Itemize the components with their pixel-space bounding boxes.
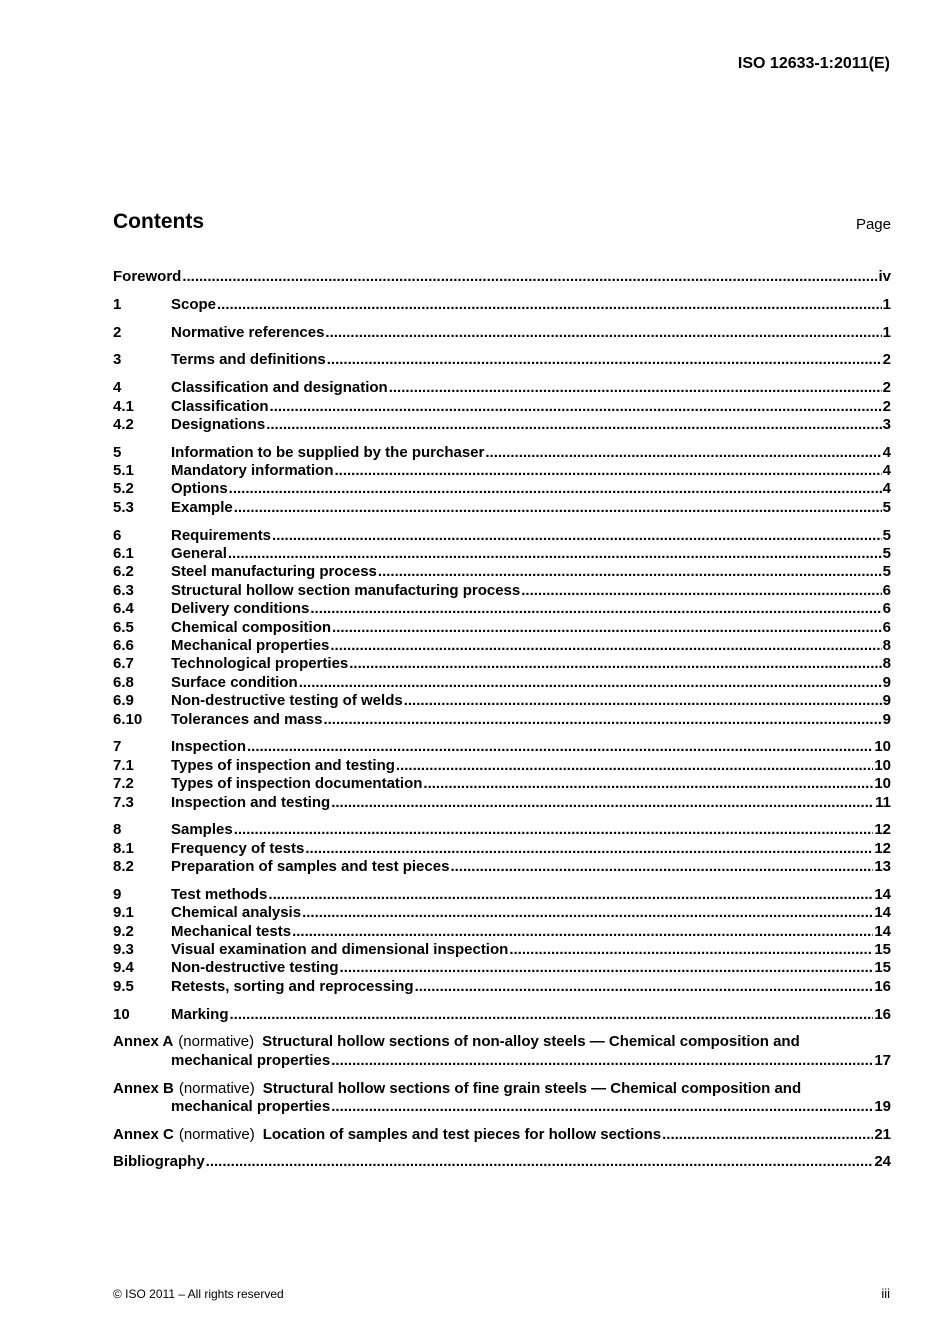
toc-page: 6 (882, 600, 891, 618)
toc-number: 8 (113, 821, 122, 839)
toc-title: Chemical analysis (171, 904, 302, 922)
toc-number: 7.2 (113, 775, 134, 793)
toc-page: 2 (882, 397, 891, 415)
toc-entry[interactable] (113, 941, 891, 959)
toc-title: Requirements (171, 526, 272, 544)
leader-dots (423, 775, 873, 793)
toc-number: 5 (113, 443, 122, 461)
toc-number: 6.7 (113, 655, 134, 673)
toc-page: 9 (882, 673, 891, 691)
toc-entry[interactable] (113, 444, 891, 462)
toc-page: 10 (874, 738, 891, 756)
contents-title: Contents (113, 210, 204, 233)
toc-number: 6.1 (113, 545, 134, 563)
toc-title: Classification and designation (171, 379, 388, 397)
toc-title: Classification (171, 397, 269, 415)
leader-dots (389, 379, 882, 397)
leader-dots (331, 794, 874, 812)
toc-title: Normative references (171, 323, 325, 341)
toc-title: Surface condition (171, 673, 298, 691)
toc-entry[interactable] (113, 480, 891, 498)
toc-entry[interactable] (113, 858, 891, 876)
leader-dots (268, 886, 873, 904)
toc-page: 8 (882, 655, 891, 673)
toc-number: 6 (113, 526, 122, 544)
toc-title: Types of inspection documentation (171, 775, 423, 793)
leader-dots (270, 398, 882, 416)
toc-number: 5.2 (113, 480, 134, 498)
toc-page: 14 (874, 885, 891, 903)
toc-page: 5 (882, 498, 891, 516)
document-id: ISO 12633-1:2011(E) (737, 55, 890, 72)
leader-dots (335, 462, 882, 480)
page-column-label: Page (855, 216, 891, 233)
toc-page: 15 (874, 959, 891, 977)
toc-entry[interactable] (113, 821, 891, 839)
leader-dots (182, 268, 877, 286)
toc-title: Foreword (113, 268, 182, 285)
toc-page: 15 (874, 941, 891, 959)
toc-entry[interactable] (113, 416, 891, 434)
annex-label: Annex A (113, 1033, 174, 1051)
leader-dots (272, 527, 882, 545)
toc-number: 10 (113, 1005, 130, 1023)
annex-label: Annex C (113, 1125, 174, 1143)
toc-entry[interactable] (113, 637, 891, 655)
leader-dots (229, 480, 882, 498)
leader-dots (325, 324, 881, 342)
leader-dots (340, 959, 874, 977)
leader-dots (415, 978, 874, 996)
toc-page: 4 (882, 443, 891, 461)
leader-dots (331, 1098, 873, 1116)
toc-title: Types of inspection and testing (171, 756, 395, 774)
toc-number: 5.3 (113, 498, 134, 516)
toc-title: Non-destructive testing of welds (171, 692, 403, 710)
leader-dots (521, 582, 881, 600)
annex-title: Structural hollow sections of fine grain steels — Chemical composition and (262, 1079, 802, 1097)
toc-entry[interactable] (113, 757, 891, 775)
annex-title: Structural hollow sections of non-alloy steels — Chemical composition and (262, 1033, 800, 1051)
toc-entry[interactable] (113, 794, 891, 812)
toc-number: 3 (113, 351, 122, 369)
leader-dots (323, 711, 881, 729)
toc-page: iv (878, 268, 891, 285)
toc-page: 9 (882, 692, 891, 710)
toc-number: 6.8 (113, 673, 134, 691)
toc-page: 1 (882, 295, 891, 313)
leader-dots (378, 563, 882, 581)
toc-number: 6.3 (113, 581, 134, 599)
footer-page-number: iii (881, 1286, 890, 1301)
toc-title: Non-destructive testing (171, 959, 339, 977)
toc-title: Inspection (171, 738, 247, 756)
toc-number: 6.5 (113, 618, 134, 636)
toc-number: 2 (113, 323, 122, 341)
toc-page: 12 (874, 821, 891, 839)
toc-title: Designations (171, 415, 266, 433)
toc-title: Mechanical tests (171, 922, 292, 940)
toc-page: 5 (882, 563, 891, 581)
toc-number: 1 (113, 295, 122, 313)
toc-number: 6.4 (113, 600, 134, 618)
toc-number: 9.5 (113, 977, 134, 995)
toc-title: Chemical composition (171, 618, 332, 636)
annex-line-1 (113, 1126, 891, 1144)
toc-number: 6.10 (113, 710, 143, 728)
toc-title: Steel manufacturing process (171, 563, 377, 581)
toc-page: 14 (874, 922, 891, 940)
toc-entry[interactable] (113, 1006, 891, 1024)
leader-dots (228, 545, 882, 563)
leader-dots (305, 840, 873, 858)
annex-title-cont: mechanical properties (171, 1097, 331, 1115)
toc-entry[interactable] (113, 351, 891, 369)
leader-dots (396, 757, 873, 775)
toc-number: 9 (113, 885, 122, 903)
leader-dots (485, 444, 881, 462)
toc-page: 5 (882, 526, 891, 544)
leader-dots (292, 923, 873, 941)
annex-title: Location of samples and test pieces for hollow sections (262, 1125, 662, 1143)
toc-page: 4 (882, 462, 891, 480)
toc-entry[interactable] (113, 324, 891, 342)
toc-title: Terms and definitions (171, 351, 326, 369)
toc-entry[interactable] (113, 600, 891, 618)
toc-page: 2 (882, 379, 891, 397)
toc-title: Marking (171, 1005, 229, 1023)
toc-items (113, 296, 891, 1024)
toc-number: 7.1 (113, 756, 134, 774)
toc-title: Inspection and testing (171, 793, 331, 811)
toc-page: 10 (874, 775, 891, 793)
table-of-contents (113, 268, 891, 1172)
leader-dots (450, 858, 873, 876)
leader-dots (349, 655, 881, 673)
leader-dots (310, 600, 881, 618)
toc-entry[interactable] (113, 499, 891, 517)
toc-number: 4.1 (113, 397, 134, 415)
toc-entry[interactable] (113, 296, 891, 314)
toc-number: 6.2 (113, 563, 134, 581)
toc-page: 6 (882, 581, 891, 599)
toc-entry[interactable] (113, 379, 891, 397)
leader-dots (230, 1006, 874, 1024)
toc-number: 7.3 (113, 793, 134, 811)
toc-page: 16 (874, 977, 891, 995)
toc-title: Test methods (171, 885, 268, 903)
toc-number: 8.2 (113, 858, 134, 876)
toc-number: 9.4 (113, 959, 134, 977)
toc-entry[interactable] (113, 619, 891, 637)
toc-title: Retests, sorting and reprocessing (171, 977, 414, 995)
toc-page: 19 (874, 1097, 891, 1115)
toc-entry[interactable] (113, 840, 891, 858)
footer-copyright: © ISO 2011 – All rights reserved (113, 1287, 284, 1301)
toc-page: 1 (882, 323, 891, 341)
toc-number: 4.2 (113, 415, 134, 433)
toc-entry[interactable] (113, 738, 891, 756)
leader-dots (234, 821, 874, 839)
toc-page: 13 (874, 858, 891, 876)
toc-entry[interactable] (113, 923, 891, 941)
toc-number: 9.3 (113, 941, 134, 959)
toc-page: 3 (882, 415, 891, 433)
annex-title-cont: mechanical properties (171, 1051, 331, 1069)
toc-title: Frequency of tests (171, 839, 305, 857)
toc-entry[interactable] (113, 978, 891, 996)
toc-title: Bibliography (113, 1153, 205, 1171)
toc-title: Samples (171, 821, 233, 839)
toc-entry-foreword[interactable] (113, 268, 891, 286)
toc-title: Delivery conditions (171, 600, 310, 618)
annex-type: (normative) (178, 1033, 255, 1051)
toc-page: 21 (874, 1125, 891, 1143)
leader-dots (217, 296, 882, 314)
toc-number: 6.6 (113, 636, 134, 654)
toc-number: 4 (113, 379, 122, 397)
toc-page: 17 (874, 1051, 891, 1069)
toc-number: 9.2 (113, 922, 134, 940)
toc-entry[interactable] (113, 527, 891, 545)
annex-line-1 (113, 1080, 891, 1098)
annex-type: (normative) (178, 1125, 255, 1143)
leader-dots (327, 351, 882, 369)
leader-dots (234, 499, 882, 517)
toc-page: 5 (882, 545, 891, 563)
toc-page: 11 (875, 793, 891, 811)
annex-label: Annex B (113, 1079, 174, 1097)
toc-entry-annex[interactable] (113, 1033, 891, 1070)
toc-page: 24 (874, 1153, 891, 1171)
toc-entry[interactable] (113, 398, 891, 416)
annex-line-2 (113, 1052, 891, 1070)
leader-dots (509, 941, 873, 959)
toc-number: 6.9 (113, 692, 134, 710)
leader-dots (247, 738, 873, 756)
toc-entry[interactable] (113, 582, 891, 600)
toc-number: 9.1 (113, 904, 134, 922)
toc-page: 4 (882, 480, 891, 498)
toc-entry[interactable] (113, 692, 891, 710)
toc-entry[interactable] (113, 886, 891, 904)
toc-title: Preparation of samples and test pieces (171, 858, 450, 876)
toc-title: Information to be supplied by the purchaser (171, 443, 485, 461)
toc-entry-annex[interactable] (113, 1080, 891, 1117)
leader-dots (332, 619, 882, 637)
toc-title: Example (171, 498, 233, 516)
leader-dots (331, 1052, 873, 1070)
toc-entry[interactable] (113, 545, 891, 563)
leader-dots (266, 416, 881, 434)
leader-dots (662, 1126, 873, 1144)
toc-number: 7 (113, 738, 122, 756)
leader-dots (206, 1153, 874, 1171)
leader-dots (302, 904, 873, 922)
annex-type: (normative) (178, 1079, 255, 1097)
leader-dots (330, 637, 881, 655)
toc-title: Visual examination and dimensional inspection (171, 941, 509, 959)
toc-entry[interactable] (113, 775, 891, 793)
toc-title: Structural hollow section manufacturing process (171, 581, 521, 599)
toc-number: 5.1 (113, 462, 134, 480)
toc-annexes (113, 1033, 891, 1144)
toc-entry-bibliography[interactable] (113, 1153, 891, 1171)
toc-entry[interactable] (113, 462, 891, 480)
toc-page: 10 (874, 756, 891, 774)
toc-page: 8 (882, 636, 891, 654)
annex-line-2 (113, 1098, 891, 1116)
toc-page: 14 (874, 904, 891, 922)
toc-entry[interactable] (113, 904, 891, 922)
toc-entry[interactable] (113, 674, 891, 692)
toc-title: Technological properties (171, 655, 349, 673)
toc-title: Scope (171, 295, 217, 313)
toc-number: 8.1 (113, 839, 134, 857)
toc-entry[interactable] (113, 959, 891, 977)
toc-page: 16 (874, 1005, 891, 1023)
leader-dots (404, 692, 882, 710)
toc-title: General (171, 545, 227, 563)
toc-title: Mandatory information (171, 462, 334, 480)
toc-title: Mechanical properties (171, 636, 330, 654)
toc-entry[interactable] (113, 563, 891, 581)
toc-entry-annex[interactable] (113, 1126, 891, 1144)
toc-entry[interactable] (113, 711, 891, 729)
leader-dots (299, 674, 882, 692)
annex-line-1 (113, 1033, 891, 1051)
toc-page: 9 (882, 710, 891, 728)
toc-title: Options (171, 480, 228, 498)
toc-title: Tolerances and mass (171, 710, 323, 728)
toc-entry[interactable] (113, 655, 891, 673)
toc-page: 6 (882, 618, 891, 636)
toc-page: 2 (882, 351, 891, 369)
toc-page: 12 (874, 839, 891, 857)
